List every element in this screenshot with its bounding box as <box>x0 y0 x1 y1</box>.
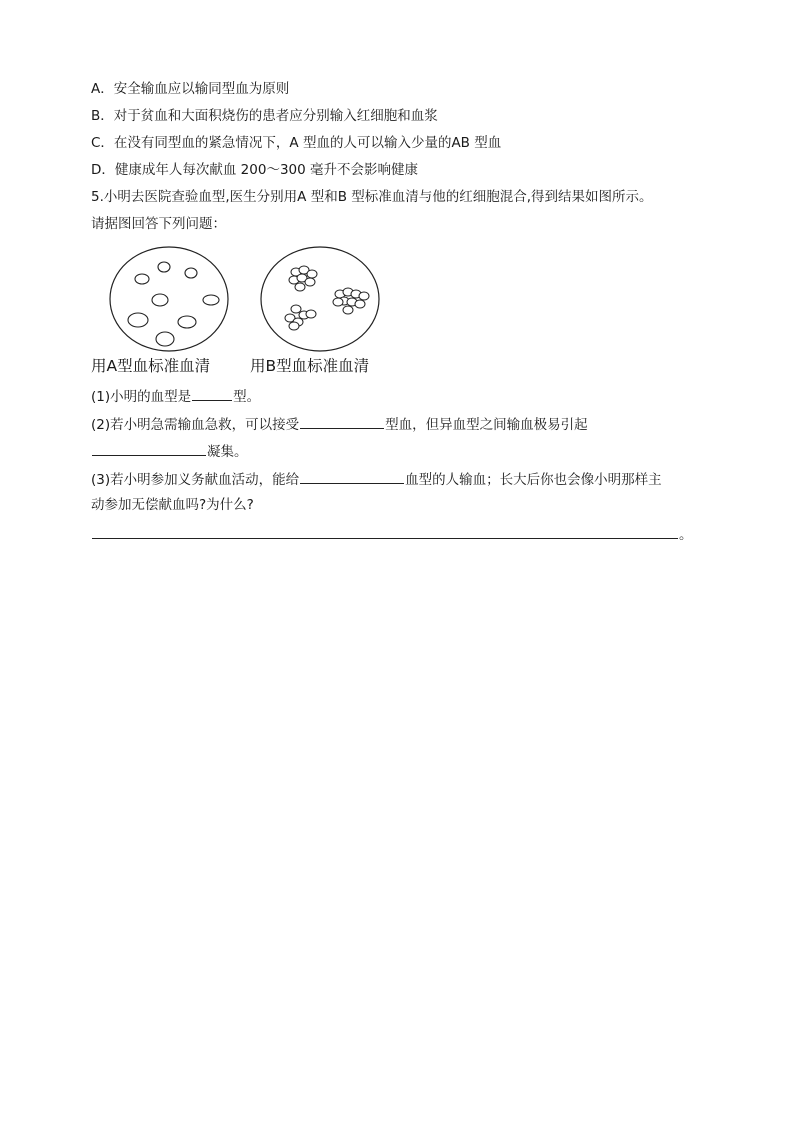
q2-answer-blank[interactable] <box>300 414 384 429</box>
q2-middle: 型血，但异血型之间输血极易引起 <box>385 417 588 433</box>
agglutinated-cluster <box>333 288 369 314</box>
q1-answer-blank[interactable] <box>192 386 232 401</box>
question-5-prompt: 请据图回答下列问题： <box>91 216 226 232</box>
red-blood-cell <box>203 295 219 305</box>
red-blood-cell <box>156 332 174 346</box>
option-b: B．对于贫血和大面积烧伤的患者应分别输入红细胞和血浆 <box>91 108 438 124</box>
figure-a-serum <box>107 244 231 354</box>
question-5-3-cont: 动参加无偿献血吗?为什么? <box>91 497 254 513</box>
q3-suffix: 血型的人输血；长大后你也会像小明那样主 <box>405 472 662 488</box>
option-a: A．安全输血应以输同型血为原则 <box>91 81 290 97</box>
option-c: C．在没有同型血的紧急情况下，A 型血的人可以输入少量的AB 型血 <box>91 135 502 151</box>
red-blood-cell <box>185 268 197 278</box>
question-5-3-answer <box>91 524 693 544</box>
q3-answer-blank[interactable] <box>300 469 404 484</box>
dish-outline <box>110 247 228 351</box>
option-d: D．健康成年人每次献血 200～300 毫升不会影响健康 <box>91 162 419 178</box>
agglutinated-cluster <box>285 305 316 330</box>
red-blood-cell <box>152 294 168 306</box>
question-5-3 <box>91 469 662 489</box>
q3-prefix: (3)若小明参加义务献血活动，能给 <box>91 472 300 488</box>
q3-answer-line[interactable] <box>92 524 678 539</box>
figure-b-serum <box>258 244 382 354</box>
question-5-1 <box>91 386 260 406</box>
red-blood-cell <box>135 274 149 284</box>
figure-left-caption: 用A型血标准血清 <box>91 357 211 375</box>
q2-prefix: (2)若小明急需输血急救，可以接受 <box>91 417 300 433</box>
red-blood-cell <box>128 313 148 327</box>
q1-prefix: (1)小明的血型是 <box>91 389 192 405</box>
question-5-2-cont <box>91 441 248 461</box>
q2-answer-blank-2[interactable] <box>92 441 206 456</box>
q2-suffix: 凝集。 <box>207 444 248 460</box>
figure-right-caption: 用B型血标准血清 <box>250 357 370 375</box>
answer-end-mark: 。 <box>679 527 693 543</box>
red-blood-cell <box>178 316 196 328</box>
question-5-stem: 5.小明去医院查验血型,医生分别用A 型和B 型标准血清与他的红细胞混合,得到结果如图所示。 <box>91 189 653 205</box>
agglutinated-cluster <box>289 266 317 291</box>
question-5-2 <box>91 414 588 434</box>
red-blood-cell <box>158 262 170 272</box>
q1-suffix: 型。 <box>233 389 261 405</box>
